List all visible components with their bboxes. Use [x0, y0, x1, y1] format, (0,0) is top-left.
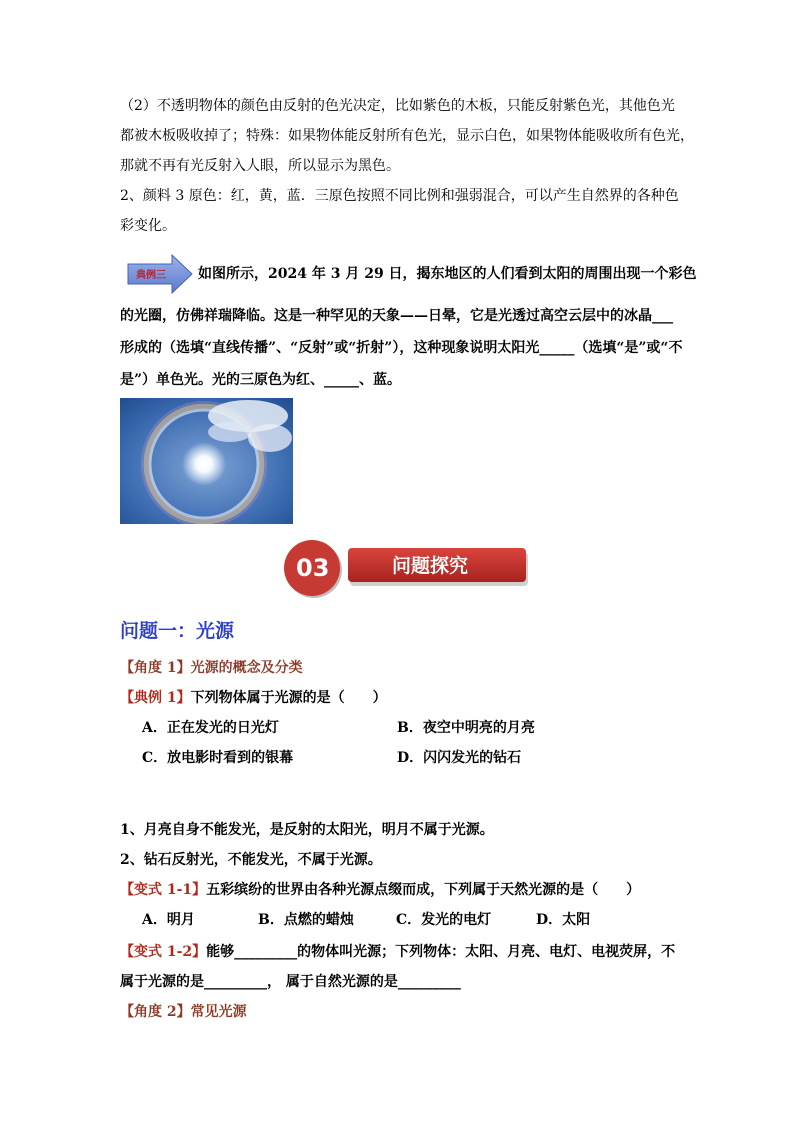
section-banner: [280, 540, 532, 600]
intro-line-4: 2、颜料 3 原色：红，黄，蓝．三原色按照不同比例和强弱混合，可以产生自然界的各种色: [120, 188, 679, 204]
variant12-line-1: 能够_________的物体叫光源；下列物体：太阳、月亮、电灯、电视荧屏，不: [206, 944, 676, 960]
example3-line-1: 如图所示，2024 年 3 月 29 日，揭东地区的人们看到太阳的周围出现一个彩色: [198, 266, 697, 282]
example1-option-d: D．闪闪发光的钻石: [397, 750, 522, 766]
angle1-bracket: 【角度 1】: [120, 660, 191, 676]
variant11-option-b: B．点燃的蜡烛: [258, 912, 354, 928]
example1-bracket: 【典例 1】: [120, 690, 191, 706]
example1-option-a: A．正在发光的日光灯: [142, 720, 279, 736]
example-badge: [126, 254, 194, 294]
variant12-bracket: 【变式 1-2】: [120, 944, 207, 960]
example3-line-3: 形成的（选填“直线传播”、“反射”或“折射”），这种现象说明太阳光_____（选填“是”或“不: [120, 340, 683, 356]
intro-line-2: 都被木板吸收掉了；特殊：如果物体能反射所有色光，显示白色，如果物体能吸收所有色光，: [120, 128, 694, 144]
example1-text: 下列物体属于光源的是（ ）: [190, 690, 387, 706]
intro-line-1: （2）不透明物体的颜色由反射的色光决定，比如紫色的木板，只能反射紫色光，其他色光: [120, 98, 675, 114]
variant11-bracket: 【变式 1-1】: [120, 882, 207, 898]
angle2-bracket: 【角度 2】: [120, 1004, 191, 1020]
sun-halo-photo: [120, 398, 293, 524]
section-number: 03: [296, 554, 330, 582]
example1-option-b: B．夜空中明亮的月亮: [397, 720, 535, 736]
question1-heading: 问题一：光源: [120, 620, 235, 642]
angle1-text: 光源的概念及分类: [190, 660, 303, 676]
intro-line-3: 那就不再有光反射入人眼，所以显示为黑色。: [120, 158, 400, 174]
example3-line-2: 的光圈，仿佛祥瑞降临。这是一种罕见的天象——日晕，它是光透过高空云层中的冰晶___: [120, 308, 673, 324]
example1-stem: [120, 688, 387, 708]
section-title: 问题探究: [392, 555, 469, 577]
variant11-option-c: C．发光的电灯: [396, 912, 492, 928]
variant11-text: 五彩缤纷的世界由各种光源点缀而成，下列属于天然光源的是（ ）: [206, 882, 641, 898]
intro-line-5: 彩变化。: [120, 218, 176, 234]
variant11-option-a: A．明月: [142, 912, 195, 928]
variant11-option-d: D．太阳: [536, 912, 591, 928]
variant11-stem: [120, 880, 640, 900]
variant12-stem: [120, 942, 675, 962]
angle2-text: 常见光源: [190, 1004, 247, 1020]
note-2: 2、钻石反射光，不能发光，不属于光源。: [120, 852, 382, 868]
variant12-line-2: 属于光源的是_________， 属于自然光源的是_________: [120, 974, 461, 990]
example-badge-label: 典例三: [136, 270, 166, 281]
example3-line-4: 是”）单色光。光的三原色为红、_____、蓝。: [120, 372, 402, 388]
angle2-heading: [120, 1002, 247, 1022]
note-1: 1、月亮自身不能发光，是反射的太阳光，明月不属于光源。: [120, 822, 494, 838]
example1-option-c: C．放电影时看到的银幕: [142, 750, 294, 766]
angle1-heading: [120, 658, 303, 678]
